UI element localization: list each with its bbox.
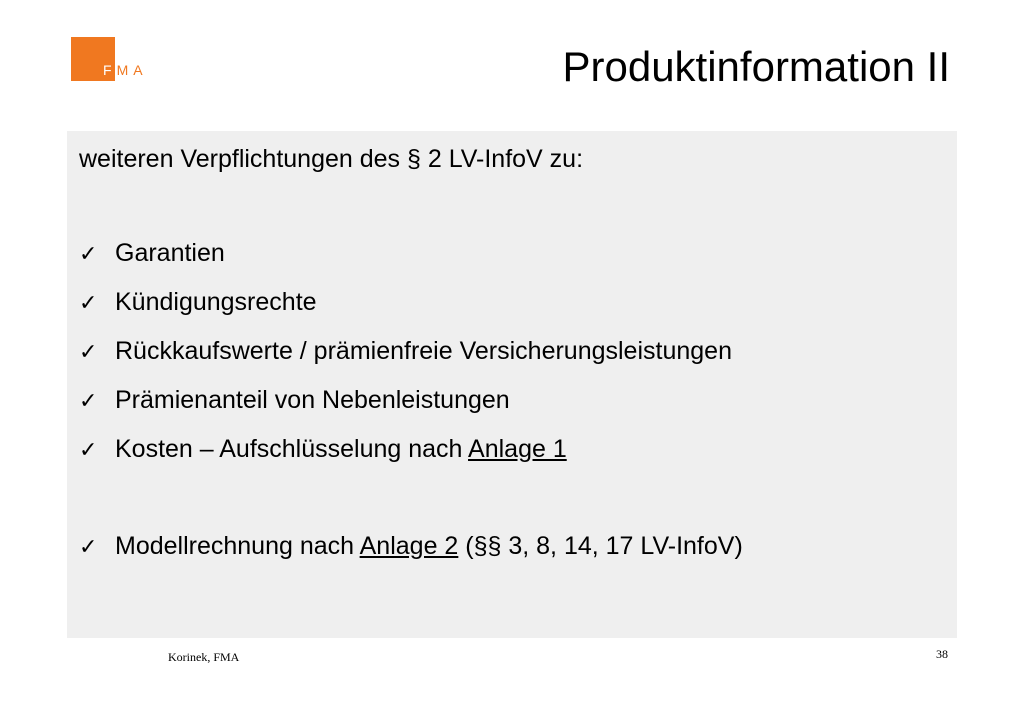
list-item-text: Modellrechnung nach <box>115 532 360 560</box>
list-item-rueckkaufswerte <box>79 337 732 366</box>
list-item-kuendigungsrechte <box>79 288 317 317</box>
checkmark-icon: ✓ <box>79 241 98 266</box>
intro-text: weiteren Verpflichtungen des § 2 LV-InfoV zu: <box>79 145 584 173</box>
list-item-text: Prämienanteil von Nebenleistungen <box>115 386 510 414</box>
page-number: 38 <box>936 647 948 661</box>
list-item-text-post: (§§ 3, 8, 14, 17 LV-InfoV) <box>458 532 743 560</box>
anlage-1-link[interactable]: Anlage 1 <box>468 435 567 463</box>
footer-author: Korinek, FMA <box>168 650 240 664</box>
logo-letters-ma: MA <box>116 62 148 78</box>
list-item-text: Kündigungsrechte <box>115 288 317 316</box>
anlage-2-link[interactable]: Anlage 2 <box>359 532 459 560</box>
list-item-text: Garantien <box>115 239 225 267</box>
checkmark-icon: ✓ <box>79 388 98 413</box>
checkmark-icon: ✓ <box>79 290 98 315</box>
checkmark-icon: ✓ <box>79 437 98 462</box>
list-item-text: Rückkaufswerte / prämienfreie Versicherungsleistungen <box>115 337 732 365</box>
logo-text <box>103 62 148 78</box>
content-box <box>67 131 957 638</box>
checkmark-icon: ✓ <box>79 339 98 364</box>
page-title: Produktinformation II <box>562 43 950 90</box>
list-item-garantien <box>79 239 225 268</box>
logo-letter-f: F <box>103 62 117 78</box>
list-item-kosten <box>79 435 567 464</box>
checkmark-icon: ✓ <box>79 534 98 559</box>
fma-logo <box>71 37 151 83</box>
list-item-modellrechnung <box>79 532 743 561</box>
list-item-text: Kosten – Aufschlüsselung nach <box>115 435 469 463</box>
list-item-praemienanteil <box>79 386 510 415</box>
